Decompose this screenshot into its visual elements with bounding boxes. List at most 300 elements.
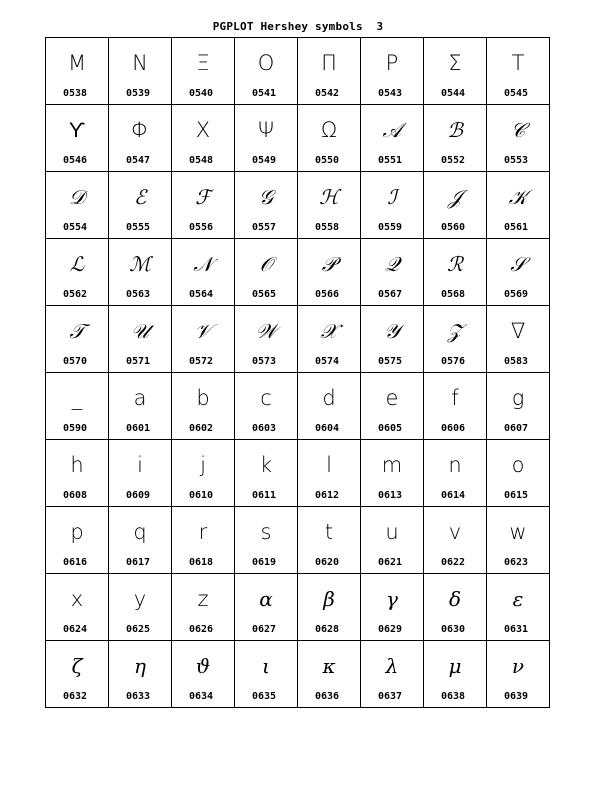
symbol-0630-code: 0630 [441, 624, 466, 635]
symbol-cell [361, 574, 424, 641]
symbol-0540-glyph: Ξ [196, 51, 210, 75]
symbol-cell [46, 239, 109, 306]
symbol-0622-code: 0622 [441, 557, 466, 568]
symbol-0551-glyph: 𝒜 [382, 118, 402, 142]
symbol-cell-content [235, 239, 297, 305]
symbol-0545-code: 0545 [504, 88, 529, 99]
symbol-cell [424, 373, 487, 440]
symbol-cell-content [172, 239, 234, 305]
symbol-0563-code: 0563 [126, 289, 151, 300]
symbol-cell-content [361, 105, 423, 171]
symbol-cell-content [172, 641, 234, 707]
symbol-0629-glyph: γ [386, 587, 398, 611]
symbol-0569-code: 0569 [504, 289, 529, 300]
symbol-cell [235, 373, 298, 440]
symbol-0553-glyph: 𝒞 [510, 118, 526, 142]
symbol-0603-code: 0603 [252, 423, 277, 434]
symbol-cell-content [109, 440, 171, 506]
symbol-0601-code: 0601 [126, 423, 151, 434]
symbol-0603-glyph: c [260, 386, 272, 410]
symbol-cell [172, 239, 235, 306]
symbol-0626-code: 0626 [189, 624, 214, 635]
page-title: PGPLOT Hershey symbols 3 [212, 20, 384, 33]
symbol-0545-glyph: T [511, 51, 525, 75]
symbol-cell-content [109, 172, 171, 238]
symbol-cell-content [298, 440, 360, 506]
symbol-cell [424, 105, 487, 172]
symbol-0541-code: 0541 [252, 88, 277, 99]
symbol-cell-content [109, 38, 171, 104]
symbol-0637-code: 0637 [378, 691, 403, 702]
symbol-cell [109, 373, 172, 440]
symbol-cell [361, 306, 424, 373]
symbol-row [46, 105, 550, 172]
symbol-0560-glyph: 𝒥 [448, 185, 462, 209]
symbol-0544-glyph: Σ [448, 51, 462, 75]
symbol-cell [235, 105, 298, 172]
symbol-cell [487, 306, 550, 373]
symbol-cell-content [361, 172, 423, 238]
symbol-cell-content [46, 574, 108, 640]
symbol-0616-code: 0616 [63, 557, 88, 568]
symbol-0626-glyph: z [197, 587, 209, 611]
symbol-cell-content [487, 306, 549, 372]
symbol-0625-code: 0625 [126, 624, 151, 635]
symbol-cell-content [487, 239, 549, 305]
symbol-cell-content [298, 306, 360, 372]
symbol-0583-code: 0583 [504, 356, 529, 367]
symbol-cell-content [424, 172, 486, 238]
symbol-0611-code: 0611 [252, 490, 277, 501]
symbol-cell-content [235, 507, 297, 573]
symbol-0547-code: 0547 [126, 155, 151, 166]
symbol-cell-content [172, 507, 234, 573]
symbol-cell [235, 38, 298, 105]
symbol-row [46, 172, 550, 239]
symbol-0628-code: 0628 [315, 624, 340, 635]
symbol-cell [298, 507, 361, 574]
symbol-cell-content [109, 373, 171, 439]
symbol-cell-content [235, 373, 297, 439]
symbol-cell [46, 507, 109, 574]
symbol-cell [298, 306, 361, 373]
symbol-cell [109, 507, 172, 574]
symbol-cell [487, 373, 550, 440]
symbol-cell [361, 172, 424, 239]
symbol-0557-code: 0557 [252, 222, 277, 233]
symbol-0567-glyph: 𝒬 [384, 252, 400, 276]
symbol-0629-code: 0629 [378, 624, 403, 635]
symbol-0572-glyph: 𝒱 [194, 319, 212, 343]
symbol-0628-glyph: β [323, 587, 335, 611]
symbol-table-body [46, 38, 550, 708]
symbol-cell [109, 440, 172, 507]
symbol-0566-code: 0566 [315, 289, 340, 300]
symbol-0618-glyph: r [198, 520, 208, 544]
symbol-cell-content [172, 306, 234, 372]
symbol-table [45, 37, 550, 708]
symbol-cell [109, 574, 172, 641]
symbol-0565-code: 0565 [252, 289, 277, 300]
symbol-0623-code: 0623 [504, 557, 529, 568]
symbol-row [46, 641, 550, 708]
symbol-cell [46, 574, 109, 641]
symbol-cell [109, 105, 172, 172]
symbol-cell-content [46, 440, 108, 506]
symbol-0571-code: 0571 [126, 356, 151, 367]
symbol-cell [298, 38, 361, 105]
symbol-0638-code: 0638 [441, 691, 466, 702]
symbol-0606-code: 0606 [441, 423, 466, 434]
symbol-0619-glyph: s [260, 520, 272, 544]
symbol-0631-glyph: ε [512, 587, 524, 611]
symbol-0631-code: 0631 [504, 624, 529, 635]
symbol-0546-code: 0546 [63, 155, 88, 166]
symbol-0558-code: 0558 [315, 222, 340, 233]
symbol-0550-code: 0550 [315, 155, 340, 166]
symbol-0553-code: 0553 [504, 155, 529, 166]
symbol-cell-content [361, 641, 423, 707]
symbol-0630-glyph: δ [448, 587, 462, 611]
symbol-cell-content [361, 306, 423, 372]
symbol-cell [361, 239, 424, 306]
symbol-0564-glyph: 𝒩 [193, 252, 213, 276]
symbol-row [46, 239, 550, 306]
symbol-0550-glyph: Ω [320, 118, 338, 142]
symbol-0548-glyph: X [195, 118, 211, 142]
symbol-0621-code: 0621 [378, 557, 403, 568]
symbol-cell [487, 507, 550, 574]
symbol-cell-content [46, 507, 108, 573]
symbol-0543-glyph: P [385, 51, 399, 75]
symbol-cell [172, 38, 235, 105]
symbol-cell [46, 38, 109, 105]
symbol-0573-code: 0573 [252, 356, 277, 367]
symbol-0610-code: 0610 [189, 490, 214, 501]
symbol-cell [298, 574, 361, 641]
symbol-cell [298, 239, 361, 306]
symbol-0565-glyph: 𝒪 [259, 252, 273, 276]
symbol-cell-content [172, 373, 234, 439]
symbol-0542-glyph: Π [321, 51, 337, 75]
symbol-cell [424, 306, 487, 373]
symbol-cell [298, 641, 361, 708]
symbol-row [46, 574, 550, 641]
symbol-cell-content [424, 641, 486, 707]
symbol-cell [172, 105, 235, 172]
symbol-cell [424, 641, 487, 708]
symbol-cell [172, 574, 235, 641]
symbol-0560-code: 0560 [441, 222, 466, 233]
symbol-cell-content [235, 574, 297, 640]
symbol-cell [109, 38, 172, 105]
symbol-0538-code: 0538 [63, 88, 88, 99]
symbol-0555-glyph: ℰ [133, 185, 147, 209]
symbol-0552-glyph: ℬ [447, 118, 463, 142]
symbol-0570-glyph: 𝒯 [69, 319, 85, 343]
symbol-cell [235, 574, 298, 641]
symbol-cell [424, 172, 487, 239]
symbol-0559-glyph: ℐ [387, 185, 397, 209]
symbol-0635-glyph: ι [262, 654, 270, 678]
symbol-0607-glyph: g [511, 386, 525, 410]
symbol-0556-code: 0556 [189, 222, 214, 233]
symbol-0575-glyph: 𝒴 [384, 319, 400, 343]
symbol-0538-glyph: M [67, 51, 87, 75]
symbol-0572-code: 0572 [189, 356, 214, 367]
symbol-0623-glyph: w [509, 520, 527, 544]
symbol-0601-glyph: a [133, 386, 147, 410]
symbol-0563-glyph: ℳ [129, 252, 151, 276]
symbol-0634-glyph: ϑ [195, 654, 211, 678]
symbol-0605-code: 0605 [378, 423, 403, 434]
symbol-0635-code: 0635 [252, 691, 277, 702]
symbol-cell-content [235, 105, 297, 171]
symbol-0624-code: 0624 [63, 624, 88, 635]
symbol-0602-code: 0602 [189, 423, 214, 434]
symbol-cell [298, 440, 361, 507]
symbol-0616-glyph: p [70, 520, 84, 544]
symbol-cell-content [235, 38, 297, 104]
symbol-0637-glyph: λ [385, 654, 399, 678]
symbol-0622-glyph: v [448, 520, 462, 544]
symbol-0608-code: 0608 [63, 490, 88, 501]
symbol-cell [109, 239, 172, 306]
symbol-0573-glyph: 𝒲 [255, 319, 277, 343]
symbol-0620-glyph: t [324, 520, 334, 544]
symbol-0615-code: 0615 [504, 490, 529, 501]
symbol-0606-glyph: f [451, 386, 459, 410]
symbol-cell-content [361, 373, 423, 439]
symbol-cell [235, 172, 298, 239]
symbol-cell [424, 574, 487, 641]
symbol-cell [172, 440, 235, 507]
symbol-cell [172, 306, 235, 373]
symbol-0612-glyph: l [326, 453, 332, 477]
symbol-row [46, 507, 550, 574]
symbol-cell [424, 38, 487, 105]
symbol-0613-code: 0613 [378, 490, 403, 501]
symbol-cell-content [172, 440, 234, 506]
symbol-cell [109, 172, 172, 239]
symbol-cell-content [361, 38, 423, 104]
symbol-cell [46, 306, 109, 373]
symbol-cell [361, 38, 424, 105]
symbol-cell-content [109, 507, 171, 573]
symbol-0602-glyph: b [196, 386, 210, 410]
symbol-0639-glyph: ν [511, 654, 525, 678]
symbol-0554-glyph: 𝒟 [69, 185, 85, 209]
symbol-0551-code: 0551 [378, 155, 403, 166]
symbol-0608-glyph: h [70, 453, 84, 477]
symbol-cell-content [424, 38, 486, 104]
symbol-0566-glyph: 𝒫 [321, 252, 337, 276]
symbol-cell-content [46, 38, 108, 104]
symbol-0568-code: 0568 [441, 289, 466, 300]
symbol-cell-content [109, 306, 171, 372]
symbol-0552-code: 0552 [441, 155, 466, 166]
symbol-0571-glyph: 𝒰 [131, 319, 149, 343]
symbol-cell-content [361, 574, 423, 640]
symbol-0607-code: 0607 [504, 423, 529, 434]
symbol-0539-glyph: N [132, 51, 148, 75]
symbol-0604-glyph: d [322, 386, 336, 410]
symbol-cell-content [361, 440, 423, 506]
symbol-cell-content [46, 105, 108, 171]
symbol-0639-code: 0639 [504, 691, 529, 702]
symbol-row [46, 440, 550, 507]
symbol-cell-content [487, 507, 549, 573]
symbol-0539-code: 0539 [126, 88, 151, 99]
symbol-cell [46, 105, 109, 172]
symbol-0605-glyph: e [385, 386, 399, 410]
symbol-0621-glyph: u [385, 520, 399, 544]
symbol-0609-code: 0609 [126, 490, 151, 501]
symbol-cell [487, 641, 550, 708]
symbol-0624-glyph: x [70, 587, 84, 611]
symbol-0612-code: 0612 [315, 490, 340, 501]
symbol-0620-code: 0620 [315, 557, 340, 568]
symbol-0549-code: 0549 [252, 155, 277, 166]
symbol-0590-code: 0590 [63, 423, 88, 434]
symbol-cell-content [46, 239, 108, 305]
symbol-cell [235, 641, 298, 708]
symbol-cell-content [424, 306, 486, 372]
symbol-0636-code: 0636 [315, 691, 340, 702]
symbol-cell-content [487, 373, 549, 439]
symbol-0562-code: 0562 [63, 289, 88, 300]
symbol-0562-glyph: ℒ [69, 252, 85, 276]
symbol-0568-glyph: ℛ [447, 252, 463, 276]
symbol-0618-code: 0618 [189, 557, 214, 568]
symbol-0574-code: 0574 [315, 356, 340, 367]
symbol-cell [172, 373, 235, 440]
symbol-0576-glyph: 𝒵 [447, 319, 463, 343]
symbol-cell [487, 239, 550, 306]
symbol-0614-glyph: n [448, 453, 462, 477]
symbol-0549-glyph: Ψ [257, 118, 275, 142]
symbol-cell [235, 239, 298, 306]
symbol-cell [235, 440, 298, 507]
symbol-cell-content [424, 373, 486, 439]
symbol-cell [361, 507, 424, 574]
symbol-0615-glyph: o [511, 453, 525, 477]
symbol-0576-code: 0576 [441, 356, 466, 367]
symbol-cell [172, 507, 235, 574]
symbol-cell-content [487, 574, 549, 640]
symbol-0569-glyph: 𝒮 [510, 252, 526, 276]
symbol-cell-content [298, 239, 360, 305]
symbol-cell [424, 239, 487, 306]
symbol-0609-glyph: i [137, 453, 143, 477]
symbol-cell [487, 440, 550, 507]
symbol-0564-code: 0564 [189, 289, 214, 300]
symbol-cell-content [109, 574, 171, 640]
symbol-cell-content [424, 507, 486, 573]
symbol-0559-code: 0559 [378, 222, 403, 233]
symbol-0561-code: 0561 [504, 222, 529, 233]
symbol-cell-content [235, 306, 297, 372]
symbol-0556-glyph: ℱ [195, 185, 211, 209]
symbol-cell-content [424, 105, 486, 171]
symbol-cell [46, 373, 109, 440]
symbol-row [46, 38, 550, 105]
symbol-cell [46, 641, 109, 708]
symbol-0634-code: 0634 [189, 691, 214, 702]
symbol-cell [46, 172, 109, 239]
symbol-cell-content [109, 239, 171, 305]
symbol-cell [46, 440, 109, 507]
symbol-0632-code: 0632 [63, 691, 88, 702]
symbol-0558-glyph: ℋ [319, 185, 339, 209]
symbol-0561-glyph: 𝒦 [508, 185, 528, 209]
symbol-0610-glyph: j [200, 453, 206, 477]
symbol-0625-glyph: y [133, 587, 147, 611]
symbol-0613-glyph: m [381, 453, 403, 477]
symbol-cell [424, 440, 487, 507]
symbol-cell-content [46, 172, 108, 238]
symbol-0555-code: 0555 [126, 222, 151, 233]
symbol-0546-glyph: ϒ [68, 118, 86, 142]
symbol-cell-content [235, 440, 297, 506]
symbol-cell [109, 306, 172, 373]
symbol-cell [235, 306, 298, 373]
symbol-cell [487, 574, 550, 641]
symbol-0557-glyph: 𝒢 [258, 185, 274, 209]
symbol-cell-content [361, 239, 423, 305]
symbol-0554-code: 0554 [63, 222, 88, 233]
symbol-cell-content [172, 172, 234, 238]
symbol-0619-code: 0619 [252, 557, 277, 568]
symbol-0544-code: 0544 [441, 88, 466, 99]
symbol-0547-glyph: Φ [130, 118, 150, 142]
symbol-0583-glyph: ∇ [510, 319, 526, 343]
symbol-row [46, 306, 550, 373]
symbol-cell [172, 641, 235, 708]
symbol-cell-content [298, 641, 360, 707]
symbol-0636-glyph: κ [322, 654, 336, 678]
symbol-cell [361, 440, 424, 507]
symbol-0590-glyph: _ [71, 386, 83, 410]
symbol-cell-content [298, 507, 360, 573]
symbol-0574-glyph: 𝒳 [320, 319, 338, 343]
symbol-0541-glyph: O [257, 51, 275, 75]
symbol-cell-content [298, 38, 360, 104]
symbol-0638-glyph: μ [448, 654, 462, 678]
symbol-0627-glyph: α [259, 587, 273, 611]
symbol-cell [487, 172, 550, 239]
symbol-cell-content [235, 641, 297, 707]
symbol-cell [298, 172, 361, 239]
symbol-cell [109, 641, 172, 708]
symbol-row [46, 373, 550, 440]
symbol-0617-glyph: q [133, 520, 147, 544]
symbol-0627-code: 0627 [252, 624, 277, 635]
symbol-cell-content [172, 38, 234, 104]
symbol-cell-content [109, 641, 171, 707]
symbol-cell [361, 641, 424, 708]
symbol-0611-glyph: k [259, 453, 273, 477]
symbol-cell [361, 105, 424, 172]
symbol-cell [361, 373, 424, 440]
symbol-cell-content [361, 507, 423, 573]
symbol-cell-content [424, 440, 486, 506]
symbol-cell-content [172, 105, 234, 171]
symbol-cell [487, 105, 550, 172]
symbol-0633-glyph: η [134, 654, 146, 678]
symbol-cell-content [487, 172, 549, 238]
symbol-0543-code: 0543 [378, 88, 403, 99]
